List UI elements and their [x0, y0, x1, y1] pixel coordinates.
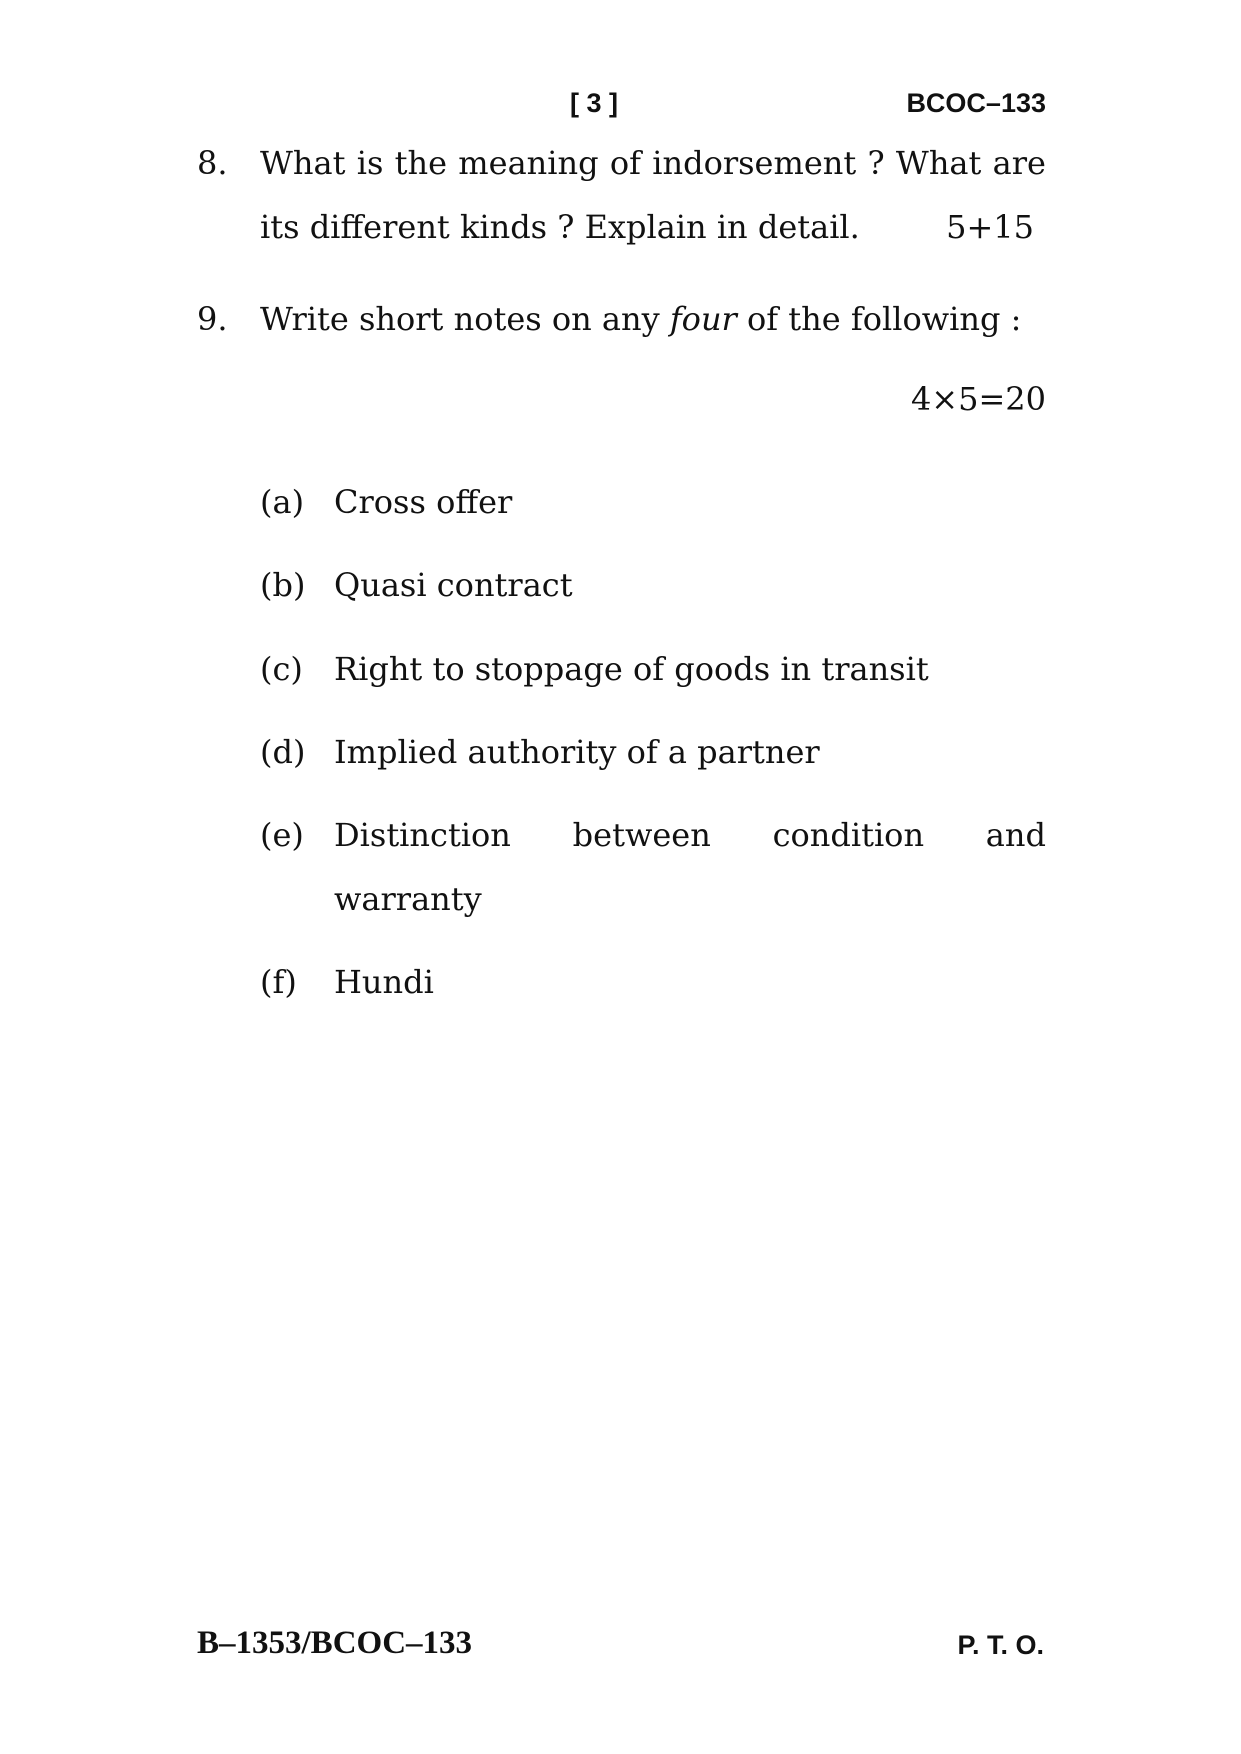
question-9-marks: 4×5=20 — [910, 380, 1046, 418]
word: What — [260, 144, 346, 182]
subitem-text-line-2: warranty — [334, 880, 482, 918]
word: is — [356, 144, 384, 182]
word: Distinction — [334, 816, 511, 854]
word: and — [985, 816, 1046, 854]
word: What — [895, 144, 982, 182]
paper-code-header: BCOC–133 — [906, 88, 1046, 118]
question-text-line-1 — [260, 144, 1046, 182]
subitem-text: Quasi contract — [334, 566, 573, 604]
subitem-letter: (e) — [260, 816, 304, 854]
subitem-letter: (b) — [260, 566, 306, 604]
subitem-letter: (a) — [260, 483, 305, 521]
page-number: [ 3 ] — [570, 88, 619, 118]
subitem-text: Hundi — [334, 963, 434, 1001]
word: the — [394, 144, 448, 182]
word: are — [992, 144, 1046, 182]
subitem-letter: (d) — [260, 733, 306, 771]
question-number: 8. — [197, 144, 228, 182]
word: ? — [867, 144, 885, 182]
word: indorsement — [652, 144, 857, 182]
footer-pto: P. T. O. — [957, 1630, 1044, 1660]
subitem-text: Right to stoppage of goods in transit — [334, 650, 929, 688]
subitem-text-line-1 — [334, 816, 1046, 854]
question-text-part: of the following : — [736, 300, 1022, 338]
subitem-text: Cross offer — [334, 483, 513, 521]
subitem-letter: (f) — [260, 963, 297, 1001]
question-8-marks: 5+15 — [946, 208, 1034, 246]
word: condition — [772, 816, 925, 854]
question-emphasis: four — [669, 300, 737, 338]
subitem-letter: (c) — [260, 650, 303, 688]
subitem-text: Implied authority of a partner — [334, 733, 820, 771]
word: between — [572, 816, 711, 854]
question-text-line-2: its different kinds ? Explain in detail. — [260, 208, 860, 246]
word: meaning — [458, 144, 599, 182]
footer-paper-code: B–1353/BCOC–133 — [197, 1625, 473, 1661]
question-text — [260, 300, 1021, 338]
word: of — [609, 144, 641, 182]
question-number: 9. — [197, 300, 228, 338]
question-text-part: Write short notes on any — [260, 300, 670, 338]
